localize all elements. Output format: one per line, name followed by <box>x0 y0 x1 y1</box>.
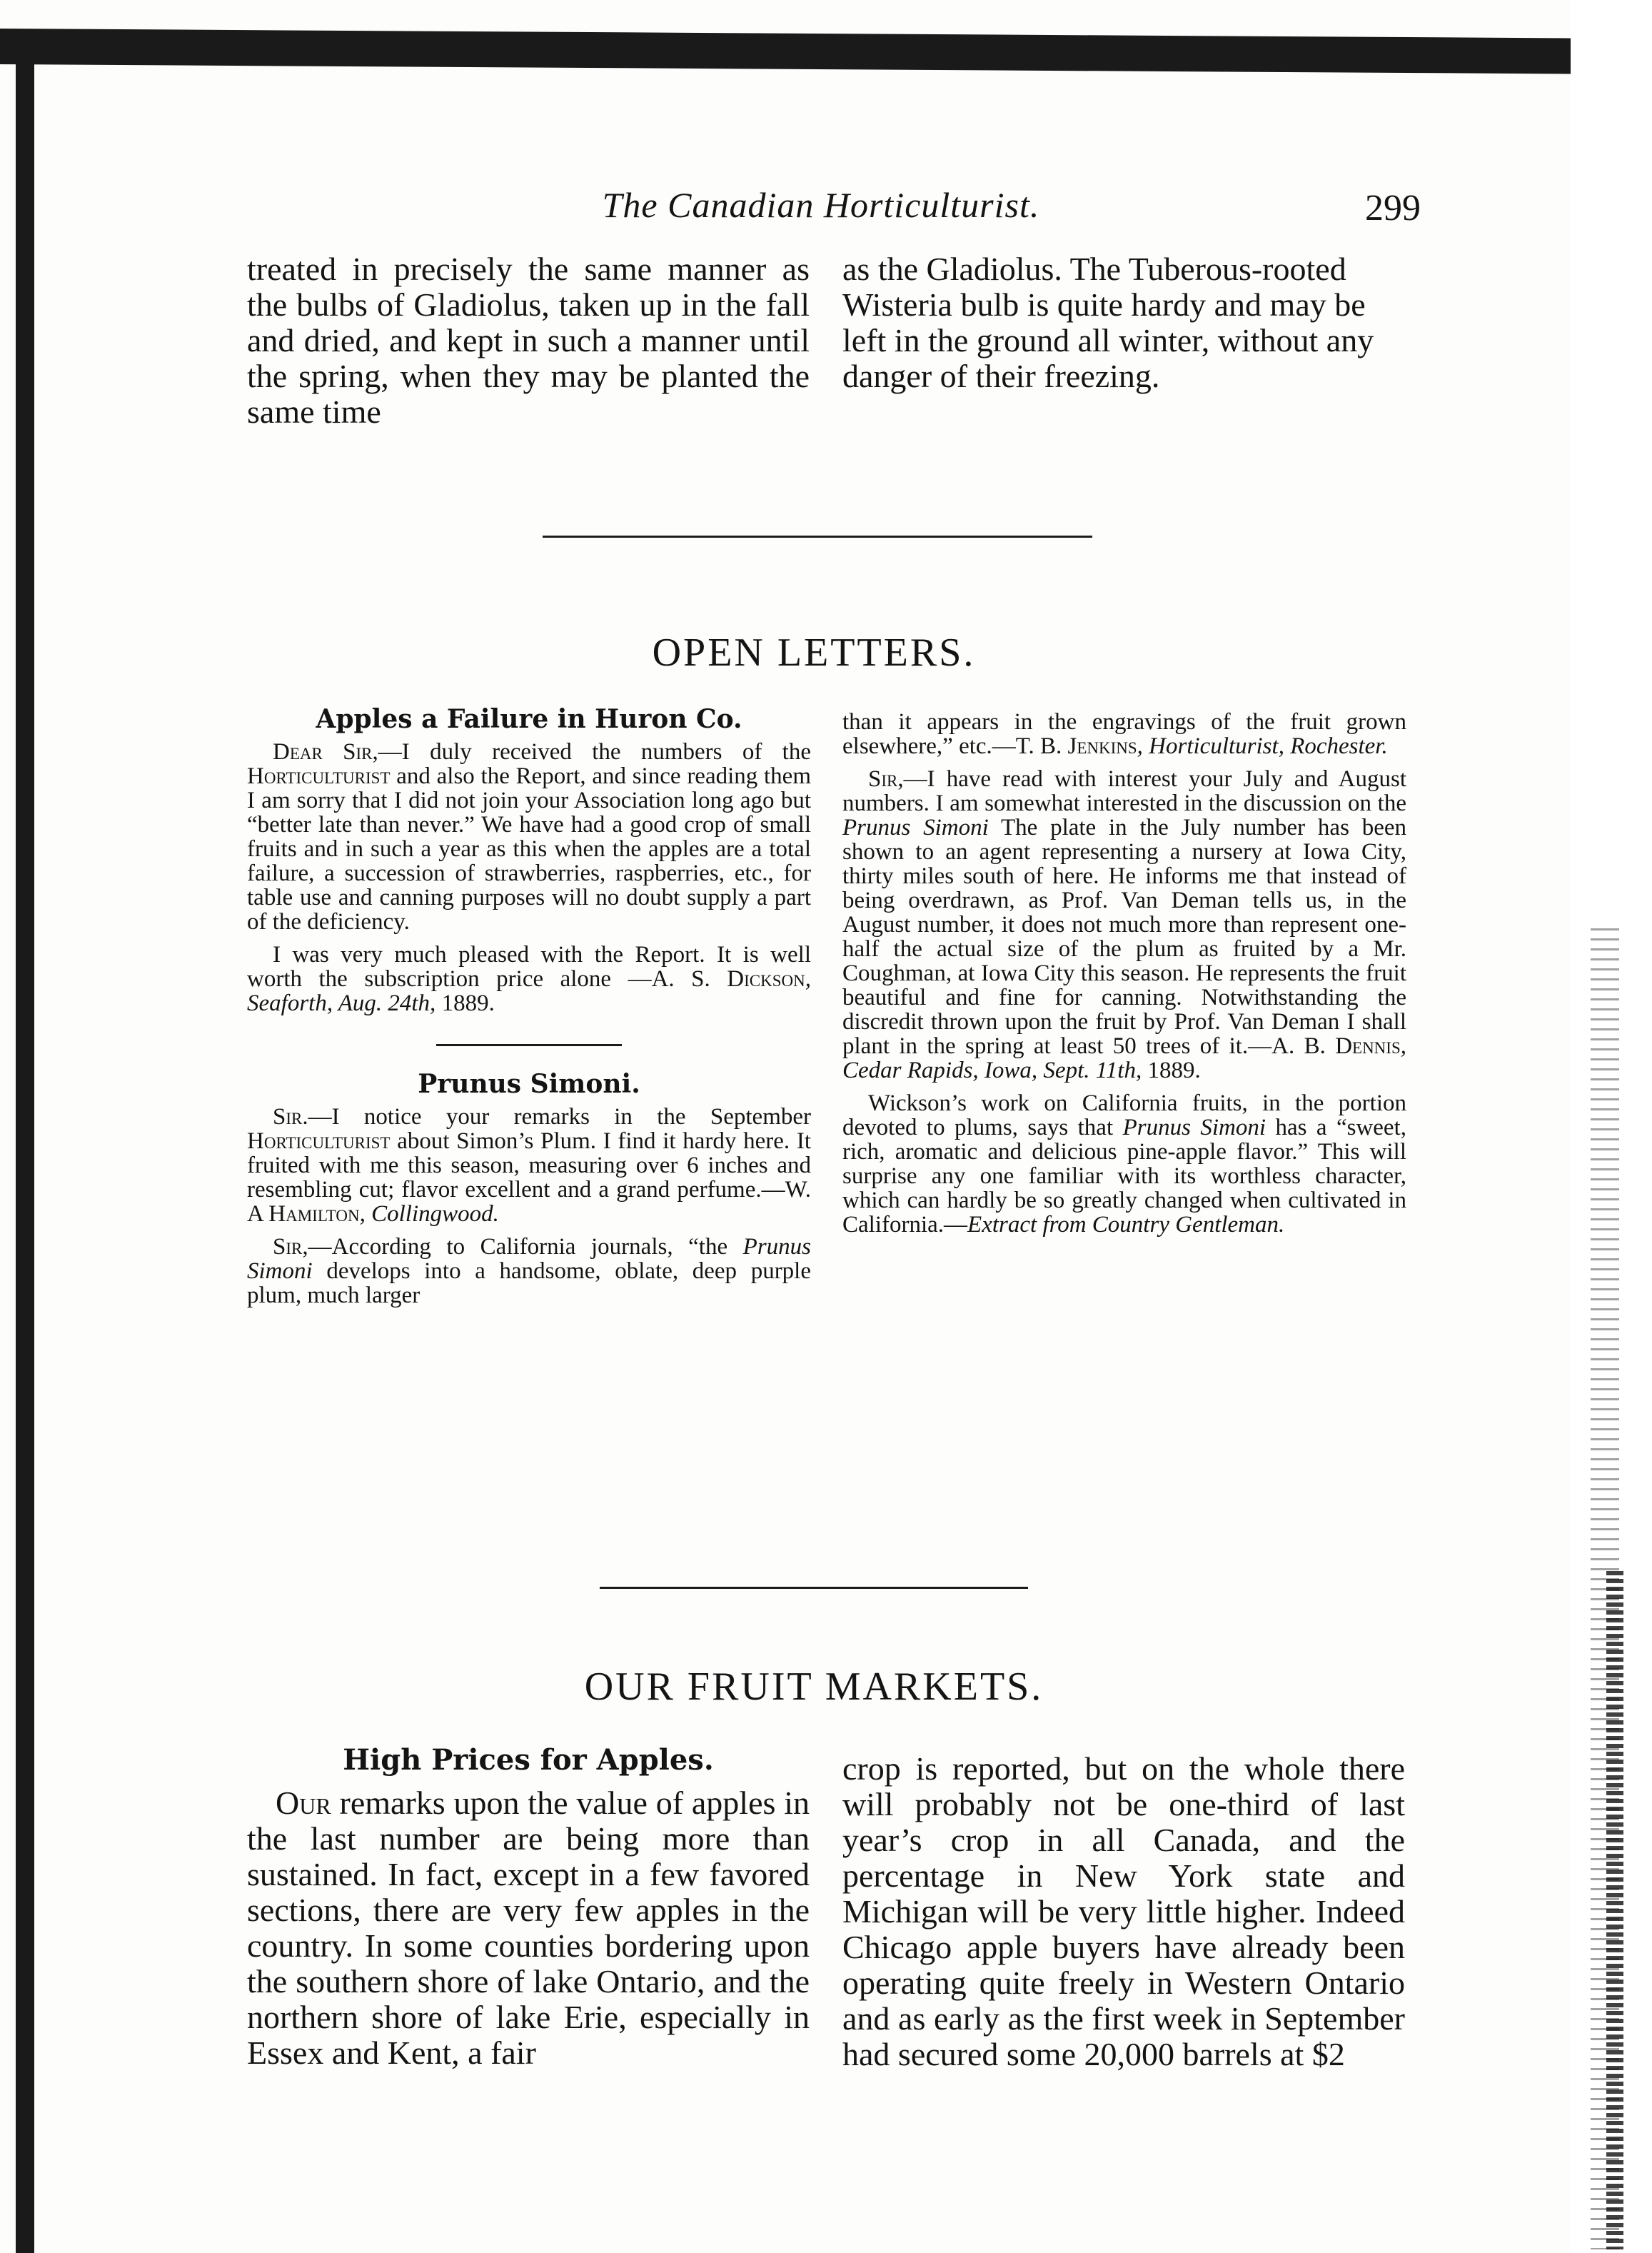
scan-left-edge <box>16 43 34 2253</box>
subsection-divider <box>436 1044 622 1046</box>
open-letters-title: OPEN LETTERS. <box>652 631 976 675</box>
intro-right-text: as the Gladiolus. The Tuberous-rooted Wisteria bulb is quite hardy and may be left in the ground all winter, without any danger of their freezing. <box>842 251 1374 394</box>
prunus-simoni-heading: Prunus Simoni. <box>418 1069 640 1099</box>
apples-failure-letter: Dear Sir,—I duly received the numbers of the Horticulturist and also the Report, and since reading them I am sorry that I did not join your Association long ago but “better late than never.” We have had a good crop of small fruits and in such a year as this when the apples are a total failure, a succession of strawberries, raspberries, etc., for table use and canning purposes will no doubt supply a part of the deficiency. <box>247 739 812 935</box>
section-divider <box>543 536 1092 538</box>
prunus-extract: Wickson’s work on California fruits, in the portion devoted to plums, says that Prunus Simoni has a “sweet, rich, aromatic and delicious pine-apple flavor.” This will surprise any one familiar with its worthless character, which can hardly be so greatly changed when cultivated in California.—Extract from Country Gentleman. <box>842 1090 1406 1238</box>
fruit-markets-right-text: crop is reported, but on the whole there will probably not be one-third of last year’s crop in all Canada, and the percentage in New York state and Michigan will be very little higher. Indeed Chicago apple buyers have already been operating quite freely in Western Ontario and as early as the first week in September had secured some 20,000 barrels at $2 <box>842 1750 1405 2072</box>
author-name: Dickson <box>727 966 805 992</box>
open-letters-left-column <box>247 704 812 1308</box>
apples-failure-signoff: I was very much pleased with the Report. It is well worth the subscription price alone —A. S. Dickson, Seaforth, Aug. 24th, 1889. <box>247 942 811 1016</box>
intro-left-text: treated in precisely the same manner as the bulbs of Gladiolus, taken up in the fall and dried, and kept in such a manner until the spring, when they may be planted the same time <box>247 251 810 430</box>
author-place: , Seaforth, Aug. 24th, <box>247 966 811 1016</box>
prunus-letter-hamilton: Sir.—I notice your remarks in the September Horticulturist about Simon’s Plum. I find it hardy here. It fruited with me this season, measuring over 6 inches and resembling cut; flavor excellent and a grand perfume.—W. A Hamilton, Collingwood. <box>247 1104 811 1227</box>
apples-failure-heading: Apples a Failure in Huron Co. <box>316 704 742 734</box>
fruit-markets-title: OUR FRUIT MARKETS. <box>584 1665 1044 1709</box>
running-title: The Canadian Horticulturist. <box>602 185 1040 225</box>
prunus-letter-dennis: Sir,—I have read with interest your July and August numbers. I am somewhat interested in the discussion on the Prunus Simoni The plate in the July number has been shown to an agent representing a nursery at Iowa City, thirty miles south of here. He informs me that instead of being overdrawn, as Prof. Van Deman tells us, in the August number, it does not much more than represent one-half the actual size of the plum as fruited by a Mr. Coughman, at Iowa City this season. He represents the fruit beautiful and fine for canning. Notwithstanding the discredit thrown upon the fruit by Prof. Van Deman I shall plant in the spring at least 50 trees of it.—A. B. Dennis, Cedar Rapids, Iowa, Sept. 11th, 1889. <box>842 766 1406 1083</box>
magazine-name: Horticulturist <box>247 763 391 789</box>
prunus-letter-jenkins-start: Sir,—According to California journals, “the Prunus Simoni develops into a handsome, oblate, deep purple plum, much larger <box>247 1234 811 1308</box>
fruit-markets-left-column <box>247 1742 810 2071</box>
intro-right-column <box>842 251 1405 394</box>
salutation: Dear Sir, <box>273 739 378 765</box>
fruit-markets-left-text: Our remarks upon the value of apples in the last number are being more than sustained. In fact, except in a few favored sections, there are very few apples in the country. In some counties bordering upon the southern shore of lake Ontario, and the northern shore of lake Erie, especially in Essex and Kent, a fair <box>247 1785 810 2071</box>
scan-noise-dense <box>1606 1571 1623 2249</box>
open-letters-right-column <box>842 710 1406 1237</box>
scan-top-edge <box>0 29 1571 74</box>
page-number: 299 <box>1365 188 1421 229</box>
fruit-markets-right-column <box>842 1751 1405 2072</box>
prunus-letter-jenkins-end: than it appears in the engravings of the fruit grown elsewhere,” etc.—T. B. Jenkins, Horticulturist, Rochester. <box>842 709 1406 759</box>
intro-left-column <box>247 251 810 430</box>
section-divider-2 <box>600 1587 1028 1589</box>
high-prices-heading: High Prices for Apples. <box>343 1743 714 1777</box>
